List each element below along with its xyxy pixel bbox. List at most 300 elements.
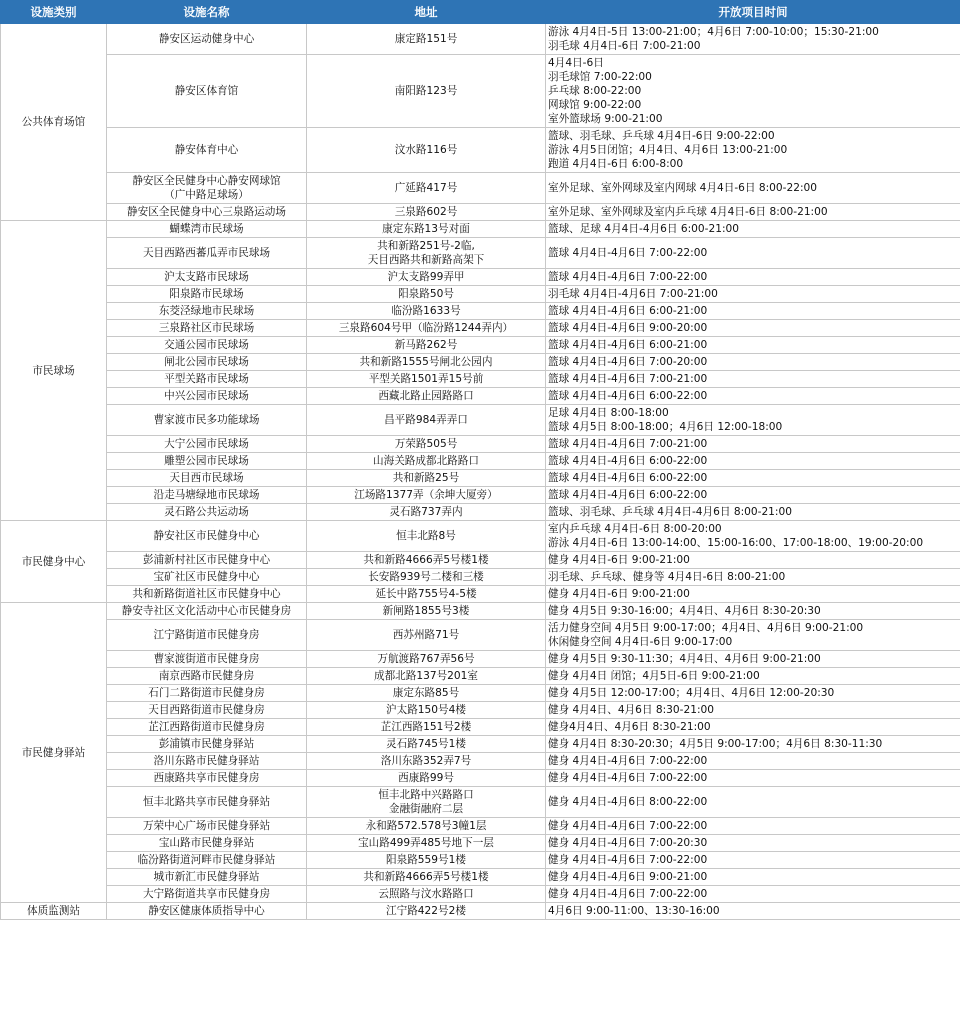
address-cell (307, 586, 546, 603)
facility-name-cell (107, 128, 307, 173)
address-line: 平型关路1501弄15号前 (368, 373, 484, 385)
address-line: 万荣路505号 (394, 438, 458, 450)
open-time-line: 篮球 4月4日-4月6日 7:00-22:00 (548, 247, 708, 259)
open-time-cell (546, 869, 960, 886)
address-line: 万航渡路767弄56号 (377, 653, 475, 665)
facility-name-cell (107, 770, 307, 787)
open-time-cell (546, 685, 960, 702)
facility-name-cell (107, 569, 307, 586)
open-time-cell (546, 286, 960, 303)
address-line: 康定路151号 (394, 33, 458, 45)
open-time-line: 健身 4月4日-4月6日 9:00-21:00 (548, 871, 708, 883)
open-time-cell (546, 620, 960, 651)
open-time-cell (546, 269, 960, 286)
address-cell (307, 620, 546, 651)
table-row (1, 818, 960, 835)
facility-name-cell (107, 286, 307, 303)
address-cell (307, 238, 546, 269)
table-row (1, 436, 960, 453)
table-row (1, 128, 960, 173)
address-line: 共和新路1555号闸北公园内 (359, 356, 493, 368)
table-row (1, 504, 960, 521)
facility-name-line: 静安区体育馆 (174, 85, 239, 97)
open-time-cell (546, 487, 960, 504)
open-time-line: 健身 4月4日-4月6日 7:00-22:00 (548, 772, 708, 784)
open-time-line: 篮球 4月4日-4月6日 6:00-22:00 (548, 472, 708, 484)
address-line: 阳泉路559号1楼 (386, 854, 466, 866)
open-time-line: 篮球、羽毛球、乒乓球 4月4日-6日 9:00-22:00 (548, 130, 775, 142)
facility-name-cell (107, 337, 307, 354)
open-time-line: 健身 4月4日-4月6日 7:00-22:00 (548, 854, 708, 866)
address-cell (307, 55, 546, 128)
facility-name-cell (107, 173, 307, 204)
facility-name-cell (107, 221, 307, 238)
open-time-line: 篮球、羽毛球、乒乓球 4月4日-4月6日 8:00-21:00 (548, 506, 792, 518)
open-time-line: 健身 4月4日-6日 9:00-21:00 (548, 554, 690, 566)
header-address: 地址 (307, 1, 546, 24)
open-time-cell (546, 903, 960, 920)
table-row (1, 852, 960, 869)
facility-name-cell (107, 869, 307, 886)
facility-name-cell (107, 204, 307, 221)
table-row (1, 405, 960, 436)
facility-name-line: 雕塑公园市民球场 (164, 455, 249, 467)
open-time-cell (546, 388, 960, 405)
facility-name-cell (107, 620, 307, 651)
open-time-line: 健身 4月5日 9:30-16:00；4月4日、4月6日 8:30-20:30 (548, 605, 821, 617)
table-row (1, 620, 960, 651)
facility-name-cell (107, 886, 307, 903)
table-row (1, 303, 960, 320)
facility-name-line: 江宁路街道市民健身房 (153, 629, 260, 641)
facility-name-line: 闸北公园市民球场 (164, 356, 249, 368)
open-time-line: 健身 4月4日 闭馆；4月5日-6日 9:00-21:00 (548, 670, 760, 682)
open-time-line: 室外足球、室外网球及室内网球 4月4日-6日 8:00-22:00 (548, 182, 818, 194)
table-row (1, 487, 960, 504)
facility-name-cell (107, 651, 307, 668)
open-time-line: 网球馆 9:00-22:00 (548, 99, 642, 111)
open-time-cell (546, 238, 960, 269)
category-cell: 公共体育场馆 (1, 24, 107, 221)
facility-name-cell (107, 903, 307, 920)
facility-name-line: 城市新汇市民健身驿站 (153, 871, 260, 883)
facility-name-cell (107, 238, 307, 269)
address-cell (307, 388, 546, 405)
address-cell (307, 521, 546, 552)
address-cell (307, 453, 546, 470)
address-line: 长安路939号二楼和三楼 (368, 571, 484, 583)
address-cell (307, 770, 546, 787)
open-time-cell (546, 405, 960, 436)
address-line: 芷江西路151号2楼 (380, 721, 472, 733)
address-line: 三泉路602号 (394, 206, 458, 218)
open-time-cell (546, 320, 960, 337)
open-time-line: 跑道 4月4日-6日 6:00-8:00 (548, 158, 684, 170)
open-time-line: 健身 4月4日-4月6日 7:00-20:30 (548, 837, 708, 849)
facility-name-cell (107, 388, 307, 405)
facility-name-line: 天目西市民球场 (169, 472, 244, 484)
table-row (1, 770, 960, 787)
open-time-cell (546, 24, 960, 55)
table-row (1, 685, 960, 702)
facility-name-line: 天目西路街道市民健身房 (148, 704, 265, 716)
facility-name-line: 宝山路市民健身驿站 (158, 837, 255, 849)
facility-name-line: 平型关路市民球场 (164, 373, 249, 385)
category-cell: 市民健身驿站 (1, 603, 107, 903)
category-cell: 市民球场 (1, 221, 107, 521)
address-line: 天目西路共和新路高架下 (367, 254, 485, 266)
address-line: 康定东路13号对面 (382, 223, 470, 235)
facility-name-line: 大宁公园市民球场 (164, 438, 249, 450)
address-line: 山海关路成都北路路口 (373, 455, 479, 467)
table-row (1, 903, 960, 920)
address-cell (307, 173, 546, 204)
facility-name-line: 曹家渡市民多功能球场 (153, 414, 260, 426)
facility-name-cell (107, 835, 307, 852)
facility-name-line: 彭浦镇市民健身驿站 (158, 738, 255, 750)
facility-name-cell (107, 453, 307, 470)
table-row (1, 269, 960, 286)
address-line: 西苏州路71号 (392, 629, 460, 641)
open-time-cell (546, 702, 960, 719)
facility-name-cell (107, 586, 307, 603)
address-cell (307, 371, 546, 388)
facility-name-cell (107, 354, 307, 371)
open-time-line: 健身 4月4日-6日 9:00-21:00 (548, 588, 690, 600)
facility-name-cell (107, 736, 307, 753)
open-time-line: 篮球 4月4日-4月6日 9:00-20:00 (548, 322, 708, 334)
facility-name-line: 静安区全民健身中心三泉路运动场 (127, 206, 286, 218)
facility-name-line: 中兴公园市民球场 (164, 390, 249, 402)
address-line: 沪太支路99弄甲 (387, 271, 465, 283)
facility-name-line: 静安寺社区文化活动中心市民健身房 (121, 605, 292, 617)
facility-name-cell (107, 603, 307, 620)
address-cell (307, 886, 546, 903)
address-line: 洛川东路352弄7号 (380, 755, 472, 767)
address-cell (307, 470, 546, 487)
address-cell (307, 320, 546, 337)
facility-name-line: 石门二路街道市民健身房 (148, 687, 265, 699)
address-line: 南阳路123号 (394, 85, 458, 97)
address-cell (307, 719, 546, 736)
address-line: 成都北路137号201室 (373, 670, 478, 682)
facility-name-line: 曹家渡街道市民健身房 (153, 653, 260, 665)
open-time-line: 篮球 4月4日-4月6日 7:00-20:00 (548, 356, 708, 368)
facility-name-line: 万荣中心广场市民健身驿站 (142, 820, 271, 832)
facility-name-line: 静安社区市民健身中心 (153, 530, 260, 542)
address-line: 共和新路4666弄5号楼1楼 (363, 871, 489, 883)
facility-name-line: 洛川东路市民健身驿站 (153, 755, 260, 767)
open-time-line: 室内乒乓球 4月4日-6日 8:00-20:00 (548, 523, 722, 535)
facility-name-cell (107, 685, 307, 702)
address-line: 西藏北路止园路路口 (378, 390, 474, 402)
table-row (1, 204, 960, 221)
facility-name-cell (107, 405, 307, 436)
address-line: 新闸路1855号3楼 (382, 605, 470, 617)
address-line: 西康路99号 (398, 772, 454, 784)
facility-name-cell (107, 470, 307, 487)
facility-name-line: 沪太支路市民球场 (164, 271, 249, 283)
open-time-line: 健身 4月5日 12:00-17:00；4月4日、4月6日 12:00-20:30 (548, 687, 835, 699)
open-time-cell (546, 337, 960, 354)
open-time-line: 室外篮球场 9:00-21:00 (548, 113, 663, 125)
open-time-line: 羽毛球 4月4日-4月6日 7:00-21:00 (548, 288, 718, 300)
address-cell (307, 128, 546, 173)
open-time-cell (546, 303, 960, 320)
open-time-cell (546, 586, 960, 603)
address-cell (307, 436, 546, 453)
address-cell (307, 787, 546, 818)
table-row (1, 787, 960, 818)
open-time-line: 健身 4月4日-4月6日 8:00-22:00 (548, 796, 708, 808)
open-time-line: 健身 4月4日-4月6日 7:00-22:00 (548, 820, 708, 832)
address-line: 共和新路251号-2临, (377, 240, 475, 252)
table-row (1, 470, 960, 487)
table-row (1, 24, 960, 55)
header-row (1, 1, 960, 24)
open-time-line: 室外足球、室外网球及室内乒乓球 4月4日-6日 8:00-21:00 (548, 206, 828, 218)
facility-name-cell (107, 719, 307, 736)
facility-name-cell (107, 320, 307, 337)
facility-name-cell (107, 552, 307, 569)
table-row (1, 552, 960, 569)
open-time-cell (546, 852, 960, 869)
open-time-line: 篮球 4月4日-4月6日 7:00-22:00 (548, 271, 708, 283)
open-time-line: 篮球 4月4日-4月6日 7:00-21:00 (548, 373, 708, 385)
open-time-line: 篮球 4月4日-4月6日 6:00-22:00 (548, 489, 708, 501)
open-time-line: 篮球 4月4日-4月6日 6:00-21:00 (548, 339, 708, 351)
facility-name-line: 共和新路街道社区市民健身中心 (132, 588, 281, 600)
open-time-line: 篮球 4月4日-4月6日 6:00-22:00 (548, 390, 708, 402)
address-line: 沪太路150号4楼 (386, 704, 466, 716)
open-time-cell (546, 371, 960, 388)
open-time-cell (546, 770, 960, 787)
address-line: 永和路572.578号3幢1层 (365, 820, 487, 832)
table-row (1, 753, 960, 770)
open-time-cell (546, 835, 960, 852)
header-category: 设施类别 (1, 1, 107, 24)
open-time-line: 活力健身空间 4月5日 9:00-17:00；4月4日、4月6日 9:00-21:00 (548, 622, 864, 634)
address-cell (307, 286, 546, 303)
table-row (1, 603, 960, 620)
facility-name-cell (107, 753, 307, 770)
open-time-cell (546, 569, 960, 586)
table-row (1, 286, 960, 303)
address-line: 共和新路4666弄5号楼1楼 (363, 554, 489, 566)
address-cell (307, 668, 546, 685)
open-time-cell (546, 55, 960, 128)
open-time-cell (546, 736, 960, 753)
facility-name-line: 南京西路市民健身房 (158, 670, 255, 682)
category-cell: 体质监测站 (1, 903, 107, 920)
table-row (1, 569, 960, 586)
facility-name-line: （广中路足球场） (164, 189, 249, 201)
open-time-line: 健身 4月4日、4月6日 8:30-21:00 (548, 704, 714, 716)
open-time-line: 健身 4月4日-4月6日 7:00-22:00 (548, 888, 708, 900)
table-row (1, 521, 960, 552)
table-row (1, 886, 960, 903)
open-time-line: 健身 4月4日-4月6日 7:00-22:00 (548, 755, 708, 767)
header-name: 设施名称 (107, 1, 307, 24)
open-time-cell (546, 787, 960, 818)
address-cell (307, 269, 546, 286)
header-open-time: 开放项目时间 (546, 1, 960, 24)
open-time-cell (546, 204, 960, 221)
facility-name-line: 临汾路街道河畔市民健身驿站 (137, 854, 276, 866)
address-cell (307, 504, 546, 521)
table-row (1, 869, 960, 886)
open-time-line: 篮球 4月4日-4月6日 6:00-22:00 (548, 455, 708, 467)
facility-name-cell (107, 371, 307, 388)
facility-name-cell (107, 668, 307, 685)
facility-name-line: 西康路共享市民健身房 (153, 772, 260, 784)
facility-name-line: 灵石路公共运动场 (164, 506, 249, 518)
open-time-cell (546, 436, 960, 453)
open-time-cell (546, 354, 960, 371)
address-cell (307, 852, 546, 869)
address-line: 灵石路737弄内 (389, 506, 463, 518)
category-cell: 市民健身中心 (1, 521, 107, 603)
facility-name-cell (107, 852, 307, 869)
address-cell (307, 204, 546, 221)
facility-name-line: 静安区健康体质指导中心 (148, 905, 265, 917)
open-time-cell (546, 521, 960, 552)
table-row (1, 651, 960, 668)
address-line: 云照路与汶水路路口 (378, 888, 474, 900)
open-time-line: 游泳 4月4日-5日 13:00-21:00；4月6日 7:00-10:00；15:30-21:00 (548, 26, 879, 38)
facility-name-cell (107, 487, 307, 504)
table-row (1, 55, 960, 128)
open-time-cell (546, 753, 960, 770)
table-row (1, 702, 960, 719)
facility-name-cell (107, 436, 307, 453)
table-row (1, 835, 960, 852)
address-cell (307, 869, 546, 886)
open-time-cell (546, 453, 960, 470)
facility-name-cell (107, 24, 307, 55)
facility-name-line: 彭浦新村社区市民健身中心 (142, 554, 271, 566)
open-time-line: 篮球 4月4日-4月6日 6:00-21:00 (548, 305, 708, 317)
open-time-line: 健身 4月4日 8:30-20:30；4月5日 9:00-17:00；4月6日 8:30-11:30 (548, 738, 883, 750)
address-cell (307, 405, 546, 436)
address-line: 共和新路25号 (392, 472, 460, 484)
open-time-line: 篮球、足球 4月4日-4月6日 6:00-21:00 (548, 223, 740, 235)
table-row (1, 354, 960, 371)
address-cell (307, 487, 546, 504)
open-time-line: 游泳 4月5日闭馆；4月4日、4月6日 13:00-21:00 (548, 144, 788, 156)
address-line: 临汾路1633号 (391, 305, 461, 317)
facility-name-line: 交通公园市民球场 (164, 339, 249, 351)
open-time-line: 4月4日-6日 (548, 57, 604, 69)
facility-name-cell (107, 269, 307, 286)
address-line: 阳泉路50号 (398, 288, 454, 300)
address-line: 汶水路116号 (394, 144, 458, 156)
address-cell (307, 221, 546, 238)
facility-name-cell (107, 818, 307, 835)
open-time-line: 羽毛球、乒乓球、健身等 4月4日-6日 8:00-21:00 (548, 571, 786, 583)
table-row (1, 320, 960, 337)
table-row (1, 668, 960, 685)
table-row (1, 388, 960, 405)
address-cell (307, 753, 546, 770)
table-row (1, 337, 960, 354)
facility-name-line: 静安体育中心 (174, 144, 239, 156)
open-time-line: 健身 4月5日 9:30-11:30；4月4日、4月6日 9:00-21:00 (548, 653, 821, 665)
table-row (1, 586, 960, 603)
facility-name-line: 东茭泾绿地市民球场 (158, 305, 255, 317)
open-time-line: 篮球 4月5日 8:00-18:00；4月6日 12:00-18:00 (548, 421, 783, 433)
open-time-cell (546, 818, 960, 835)
open-time-cell (546, 552, 960, 569)
open-time-cell (546, 128, 960, 173)
facility-name-line: 静安区全民健身中心静安网球馆 (132, 175, 281, 187)
facility-name-cell (107, 702, 307, 719)
address-cell (307, 354, 546, 371)
address-line: 江场路1377弄（余坤大厦旁） (354, 489, 498, 501)
address-line: 广延路417号 (394, 182, 458, 194)
address-line: 灵石路745号1楼 (386, 738, 466, 750)
address-line: 江宁路422号2楼 (386, 905, 466, 917)
table-row (1, 453, 960, 470)
address-line: 昌平路984弄弄口 (384, 414, 468, 426)
open-time-line: 羽毛球馆 7:00-22:00 (548, 71, 652, 83)
open-time-line: 4月6日 9:00-11:00、13:30-16:00 (548, 905, 720, 917)
open-time-cell (546, 504, 960, 521)
facility-name-cell (107, 303, 307, 320)
table-row (1, 719, 960, 736)
facility-name-line: 蝴蝶湾市民球场 (169, 223, 244, 235)
address-line: 金融街融府二层 (388, 803, 464, 815)
open-time-line: 健身4月4日、4月6日 8:30-21:00 (548, 721, 711, 733)
address-line: 新马路262号 (394, 339, 458, 351)
address-cell (307, 24, 546, 55)
open-time-cell (546, 719, 960, 736)
facility-name-cell (107, 787, 307, 818)
address-cell (307, 651, 546, 668)
address-cell (307, 903, 546, 920)
facility-name-cell (107, 521, 307, 552)
facility-name-line: 沿走马塘绿地市民球场 (153, 489, 260, 501)
open-time-cell (546, 651, 960, 668)
facility-name-line: 大宁路街道共享市民健身房 (142, 888, 271, 900)
address-cell (307, 303, 546, 320)
open-time-cell (546, 221, 960, 238)
table-row (1, 371, 960, 388)
open-time-cell (546, 668, 960, 685)
address-cell (307, 603, 546, 620)
open-time-line: 羽毛球 4月4日-6日 7:00-21:00 (548, 40, 701, 52)
table-body (1, 24, 960, 920)
facility-name-line: 静安区运动健身中心 (158, 33, 255, 45)
table-row (1, 221, 960, 238)
address-cell (307, 702, 546, 719)
facility-name-line: 恒丰北路共享市民健身驿站 (142, 796, 271, 808)
address-line: 恒丰北路8号 (396, 530, 456, 542)
facility-name-line: 天目西路西蕃瓜弄市民球场 (142, 247, 271, 259)
address-line: 恒丰北路中兴路路口 (378, 789, 474, 801)
table-row (1, 173, 960, 204)
facility-name-line: 芷江西路街道市民健身房 (148, 721, 265, 733)
address-cell (307, 736, 546, 753)
open-time-cell (546, 173, 960, 204)
open-time-cell (546, 886, 960, 903)
address-line: 延长中路755号4-5楼 (375, 588, 477, 600)
table-row (1, 238, 960, 269)
address-cell (307, 337, 546, 354)
open-time-line: 足球 4月4日 8:00-18:00 (548, 407, 669, 419)
facility-name-line: 宝矿社区市民健身中心 (153, 571, 260, 583)
address-cell (307, 569, 546, 586)
